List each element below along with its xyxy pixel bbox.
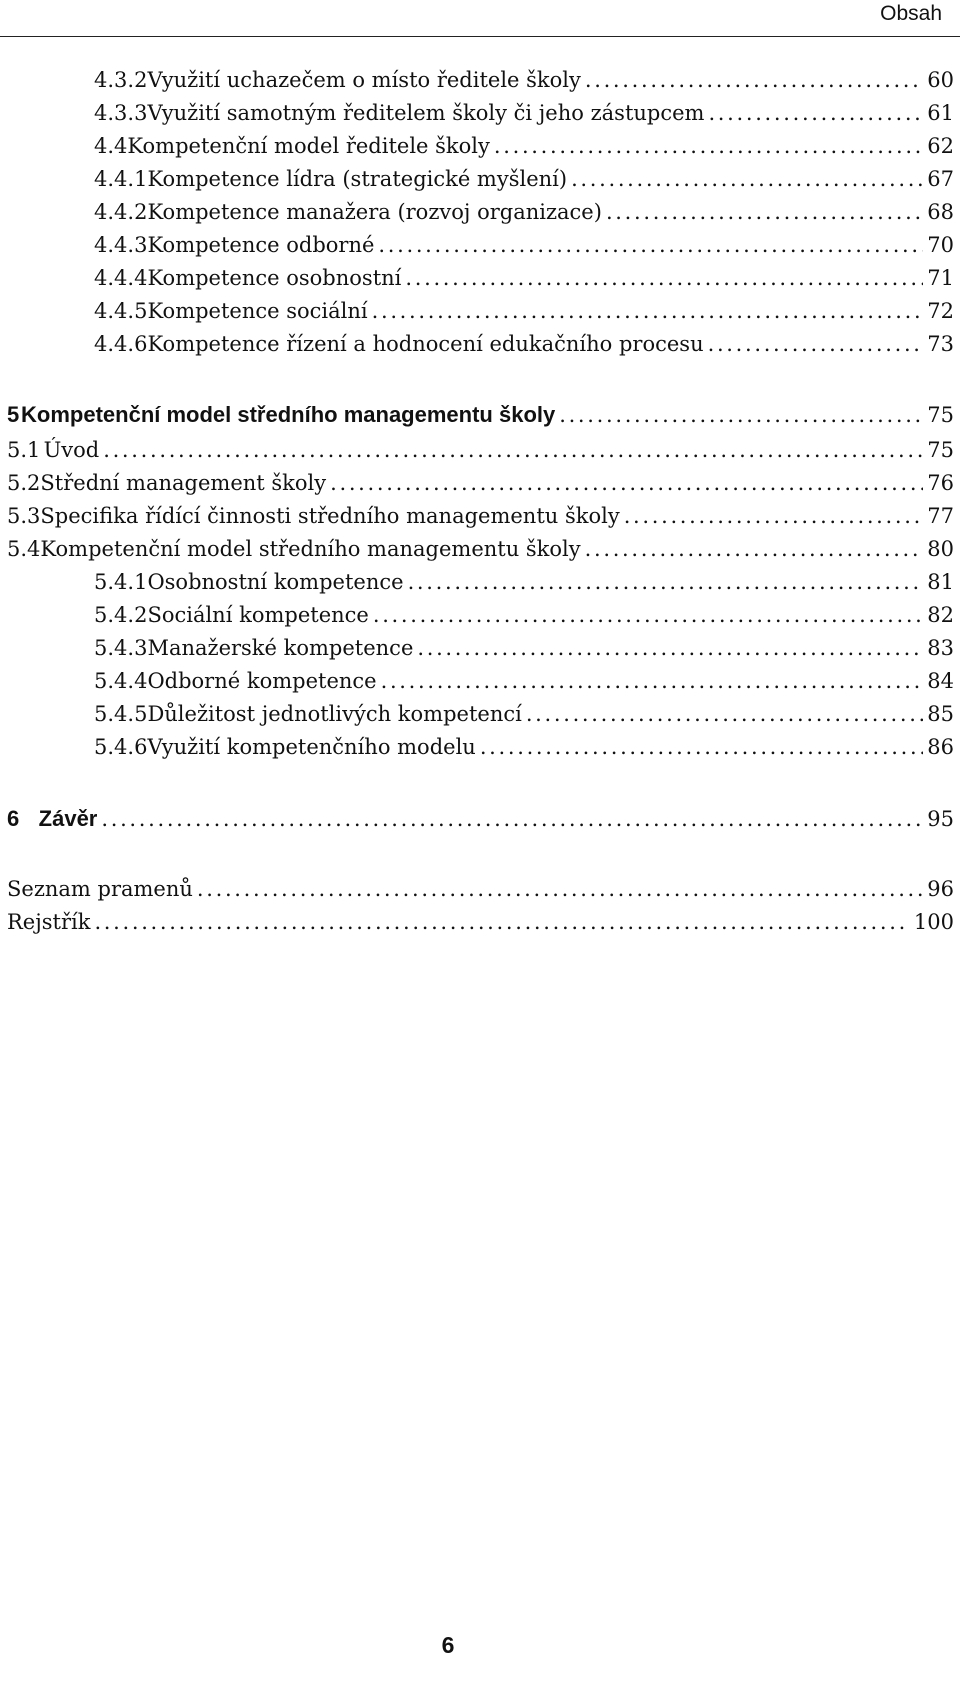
toc-entry-title: Důležitost jednotlivých kompetencí (147, 702, 522, 726)
toc-entry-page: 61 (927, 101, 954, 125)
toc-entry-page: 68 (927, 200, 954, 224)
toc-entry-title: Kompetenční model ředitele školy (127, 134, 490, 158)
toc-entry[interactable] (94, 162, 954, 196)
toc-entry-number: 4.4.5 (94, 299, 148, 323)
toc-chapter-entry[interactable] (7, 398, 954, 432)
toc-entry-title: Kompetence sociální (147, 299, 368, 323)
toc-entry-number: 4.4.4 (94, 266, 148, 290)
toc-entry-number: 6 (7, 806, 20, 831)
toc-entry-page: 95 (927, 807, 954, 831)
toc-entry-page: 72 (927, 299, 954, 323)
toc-entry[interactable] (94, 631, 954, 665)
toc-leader-dots (378, 228, 923, 262)
toc-entry-title: Kompetence osobnostní (147, 266, 402, 290)
toc-leader-dots (381, 664, 924, 698)
toc-entry[interactable] (94, 730, 954, 764)
toc-entry-number: 4.4.6 (94, 332, 148, 356)
toc-entry-title: Kompetenční model středního managementu školy (21, 402, 556, 427)
toc-entry-title: Odborné kompetence (147, 669, 377, 693)
toc-leader-dots (103, 433, 923, 467)
toc-entry-page: 73 (927, 332, 954, 356)
toc-entry-title: Kompetence řízení a hodnocení edukačního procesu (147, 332, 704, 356)
toc-entry[interactable] (94, 63, 954, 97)
toc-entry-page: 71 (927, 266, 954, 290)
toc-entry-page: 84 (927, 669, 954, 693)
toc-entry-number: 5.2 (7, 471, 41, 495)
toc-entry[interactable] (7, 532, 954, 566)
toc-entry-page: 96 (927, 877, 954, 901)
toc-entry-title: Rejstřík (7, 910, 91, 934)
toc-leader-dots (372, 294, 924, 328)
toc-entry[interactable] (94, 129, 954, 163)
toc-entry-number: 5.4 (7, 537, 41, 561)
toc-entry-title: Kompetence lídra (strategické myšlení) (147, 167, 568, 191)
toc-leader-dots (571, 162, 923, 196)
toc-entry-number: 4.4.1 (94, 167, 148, 191)
toc-leader-dots (526, 697, 923, 731)
toc-entry-page: 70 (927, 233, 954, 257)
toc-entry[interactable] (94, 697, 954, 731)
toc-entry[interactable] (94, 664, 954, 698)
toc-entry-number: 5.4.4 (94, 669, 148, 693)
toc-entry-page: 75 (927, 403, 954, 427)
toc-entry-page: 77 (927, 504, 954, 528)
toc-entry-page: 100 (913, 910, 954, 934)
toc-entry-number: 5.1 (7, 438, 41, 462)
running-header (0, 0, 960, 37)
toc-entry-page: 81 (927, 570, 954, 594)
toc-entry[interactable] (94, 598, 954, 632)
page-number: 6 (441, 1632, 455, 1658)
toc-entry-number: 5 (7, 402, 20, 427)
toc-entry-page: 67 (927, 167, 954, 191)
toc-entry-title: Závěr (38, 806, 98, 831)
toc-entry-number: 5.4.1 (94, 570, 148, 594)
toc-entry-page: 82 (927, 603, 954, 627)
toc-entry-title: Využití samotným ředitelem školy či jeho zástupcem (147, 101, 705, 125)
toc-entry[interactable] (94, 565, 954, 599)
toc-entry[interactable] (94, 228, 954, 262)
toc-entry-title: Sociální kompetence (147, 603, 369, 627)
toc-entry-title: Specifika řídící činnosti středního managementu školy (40, 504, 620, 528)
toc-leader-dots (624, 499, 924, 533)
toc-leader-dots (330, 466, 923, 500)
toc-leader-dots (373, 598, 923, 632)
toc-entry-number: 5.4.3 (94, 636, 148, 660)
toc-entry-title: Manažerské kompetence (147, 636, 414, 660)
toc-entry[interactable] (7, 905, 954, 939)
toc-entry-number: 5.4.5 (94, 702, 148, 726)
toc-entry-page: 86 (927, 735, 954, 759)
toc-chapter-entry[interactable] (7, 802, 954, 836)
toc-entry-page: 62 (927, 134, 954, 158)
toc-leader-dots (417, 631, 923, 665)
toc-entry[interactable] (7, 466, 954, 500)
toc-entry[interactable] (94, 96, 954, 130)
toc-entry[interactable] (7, 872, 954, 906)
toc-entry[interactable] (94, 195, 954, 229)
toc-leader-dots (494, 129, 923, 163)
toc-entry-title: Využití kompetenčního modelu (147, 735, 476, 759)
toc-entry[interactable] (94, 327, 954, 361)
toc-leader-dots (606, 195, 923, 229)
toc-entry-page: 60 (927, 68, 954, 92)
toc-entry-title: Využití uchazečem o místo ředitele školy (147, 68, 581, 92)
page-number-footer (0, 1632, 960, 1659)
toc-entry-number: 4.4 (94, 134, 128, 158)
toc-entry-number: 4.3.3 (94, 101, 148, 125)
toc-entry-page: 75 (927, 438, 954, 462)
toc-entry-number: 4.4.3 (94, 233, 148, 257)
toc-leader-dots (585, 63, 923, 97)
toc-leader-dots (197, 872, 923, 906)
toc-entry-number: 5.4.6 (94, 735, 148, 759)
toc-leader-dots (585, 532, 924, 566)
toc-entry-page: 85 (927, 702, 954, 726)
toc-entry-number: 5.4.2 (94, 603, 148, 627)
toc-entry-title: Osobnostní kompetence (147, 570, 404, 594)
toc-entry-title: Kompetence odborné (147, 233, 375, 257)
toc-entry-page: 80 (927, 537, 954, 561)
toc-entry-page: 83 (927, 636, 954, 660)
header-title: Obsah (880, 2, 942, 25)
toc-entry[interactable] (7, 499, 954, 533)
toc-entry-number: 4.4.2 (94, 200, 148, 224)
toc-leader-dots (708, 96, 923, 130)
toc-entry-page: 76 (927, 471, 954, 495)
toc-leader-dots (708, 327, 924, 361)
toc-entry-title: Kompetenční model středního managementu školy (40, 537, 581, 561)
toc-entry-number: 4.3.2 (94, 68, 148, 92)
toc-leader-dots (94, 905, 909, 939)
toc-entry-title: Kompetence manažera (rozvoj organizace) (147, 200, 602, 224)
toc-entry-number: 5.3 (7, 504, 41, 528)
toc-entry-title: Střední management školy (40, 471, 327, 495)
toc-leader-dots (559, 398, 923, 432)
toc-entry-title: Seznam pramenů (7, 877, 193, 901)
toc-leader-dots (408, 565, 924, 599)
toc-entry-title: Úvod (43, 438, 100, 462)
toc-leader-dots (480, 730, 923, 764)
toc-entry[interactable] (7, 433, 954, 467)
toc-leader-dots (101, 802, 923, 836)
toc-leader-dots (405, 261, 923, 295)
toc-entry[interactable] (94, 294, 954, 328)
toc-entry[interactable] (94, 261, 954, 295)
